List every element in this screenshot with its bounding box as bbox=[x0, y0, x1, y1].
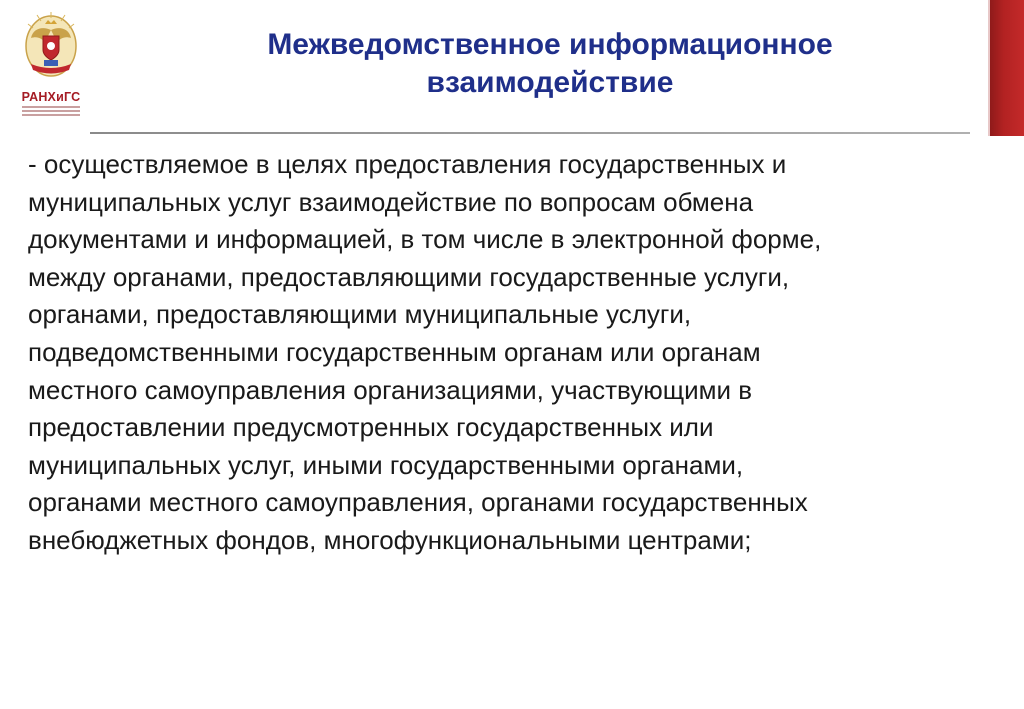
accent-bar bbox=[990, 0, 1024, 136]
text-line: муниципальных услуг, иными государственными органами, bbox=[28, 449, 744, 480]
title-divider bbox=[90, 132, 970, 134]
definition-text bbox=[28, 146, 998, 560]
text-line: предоставлении предусмотренных государственных или bbox=[28, 412, 714, 443]
text-line: документами и информацией, в том числе в электронной форме, bbox=[28, 224, 822, 255]
slide-title-line-1: Межведомственное информационное bbox=[267, 28, 833, 61]
slide-title-line-2: взаимодействие bbox=[426, 66, 674, 99]
text-line: подведомственными государственным органам или органам bbox=[28, 336, 761, 367]
text-line: муниципальных услуг взаимодействие по вопросам обмена bbox=[28, 186, 754, 217]
text-line: - осуществляемое в целях предоставления государственных и bbox=[28, 149, 787, 179]
text-line: местного самоуправления организациями, участвующими в bbox=[28, 374, 753, 405]
text-line: внебюджетных фондов, многофункциональными центрами; bbox=[28, 524, 752, 555]
coat-of-arms-icon bbox=[23, 10, 79, 82]
text-line: между органами, предоставляющими государственные услуги, bbox=[28, 261, 790, 292]
logo-subtitle-lines bbox=[22, 106, 80, 118]
logo-abbreviation: РАНХиГС bbox=[21, 90, 81, 104]
slide-title bbox=[110, 26, 990, 102]
text-line: органами, предоставляющими муниципальные услуги, bbox=[28, 299, 692, 330]
text-line: органами местного самоуправления, органами государственных bbox=[28, 487, 808, 518]
ranepa-logo bbox=[16, 10, 86, 120]
